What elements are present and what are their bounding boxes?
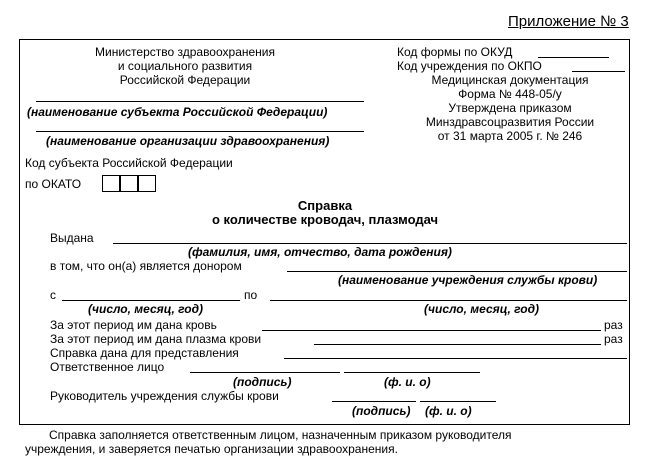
plasma-count-field[interactable] [314, 344, 601, 345]
order-date: от 31 марта 2005 г. № 246 [437, 129, 583, 143]
issued-field[interactable] [113, 243, 627, 244]
head-signature-caption: (подпись) [352, 404, 411, 418]
footnote-line-2: учреждения, и заверяется печатью организации здравоохранения. [25, 442, 398, 456]
ministry-line-2: и социального развития [117, 59, 253, 73]
from-label: с [50, 288, 56, 302]
org-name-field[interactable] [36, 131, 364, 132]
head-initials-caption: (ф. и. о) [425, 404, 472, 418]
approved-label: Утверждена приказом [448, 101, 572, 115]
okato-box-2[interactable] [120, 175, 138, 192]
okpo-label: Код учреждения по ОКПО [397, 59, 542, 73]
to-date-caption: (число, месяц, год) [424, 302, 540, 316]
responsible-initials-caption: (ф. и. о) [384, 375, 431, 389]
okato-box-3[interactable] [138, 175, 156, 192]
responsible-signature-field[interactable] [190, 372, 340, 373]
okato-box-1[interactable] [102, 175, 120, 192]
footnote-line-1: Справка заполняется ответственным лицом, назначенным приказом руководителя [49, 428, 512, 442]
ministry-line-1: Министерство здравоохранения [95, 45, 275, 59]
subject-name-caption: (наименование субъекта Российской Федерации) [27, 105, 328, 119]
to-label: по [244, 288, 258, 302]
issued-label: Выдана [50, 231, 94, 245]
ministry-abbr: Минздравсоцразвития России [425, 115, 595, 129]
donor-label: в том, что он(а) является донором [50, 259, 242, 273]
form-number: Форма № 448-05/у [458, 87, 562, 101]
issued-caption: (фамилия, имя, отчество, дата рождения) [188, 245, 452, 259]
okato-label-2: по ОКАТО [25, 177, 82, 191]
plasma-times-label: раз [604, 332, 623, 346]
head-label: Руководитель учреждения службы крови [50, 389, 279, 403]
from-date-caption: (число, месяц, год) [88, 302, 204, 316]
doc-subtitle: о количестве кроводач, плазмодач [211, 212, 439, 227]
blood-count-field[interactable] [262, 330, 601, 331]
donor-field[interactable] [287, 271, 627, 272]
responsible-name-field[interactable] [344, 372, 480, 373]
presented-label: Справка дана для представления [50, 346, 239, 360]
to-date-field[interactable] [270, 300, 627, 301]
okpo-field[interactable] [572, 71, 625, 72]
blood-times-label: раз [604, 318, 623, 332]
blood-label: За этот период им дана кровь [50, 318, 217, 332]
head-signature-field[interactable] [332, 401, 416, 402]
appendix-label: Приложение № 3 [508, 13, 629, 30]
responsible-label: Ответственное лицо [50, 360, 165, 374]
head-name-field[interactable] [420, 401, 496, 402]
from-date-field[interactable] [62, 300, 240, 301]
doc-title: Справка [297, 198, 353, 213]
service-caption: (наименование учреждения службы крови) [338, 273, 598, 287]
okato-label-1: Код субъекта Российской Федерации [25, 156, 233, 170]
subject-name-field[interactable] [36, 101, 364, 102]
okud-label: Код формы по ОКУД [397, 45, 513, 59]
okud-field[interactable] [538, 57, 609, 58]
responsible-signature-caption: (подпись) [233, 375, 292, 389]
ministry-line-3: Российской Федерации [119, 73, 251, 87]
org-name-caption: (наименование организации здравоохранения) [46, 134, 330, 148]
presented-field[interactable] [284, 358, 627, 359]
plasma-label: За этот период им дана плазма крови [50, 332, 262, 346]
medical-doc-label: Медицинская документация [431, 73, 589, 87]
